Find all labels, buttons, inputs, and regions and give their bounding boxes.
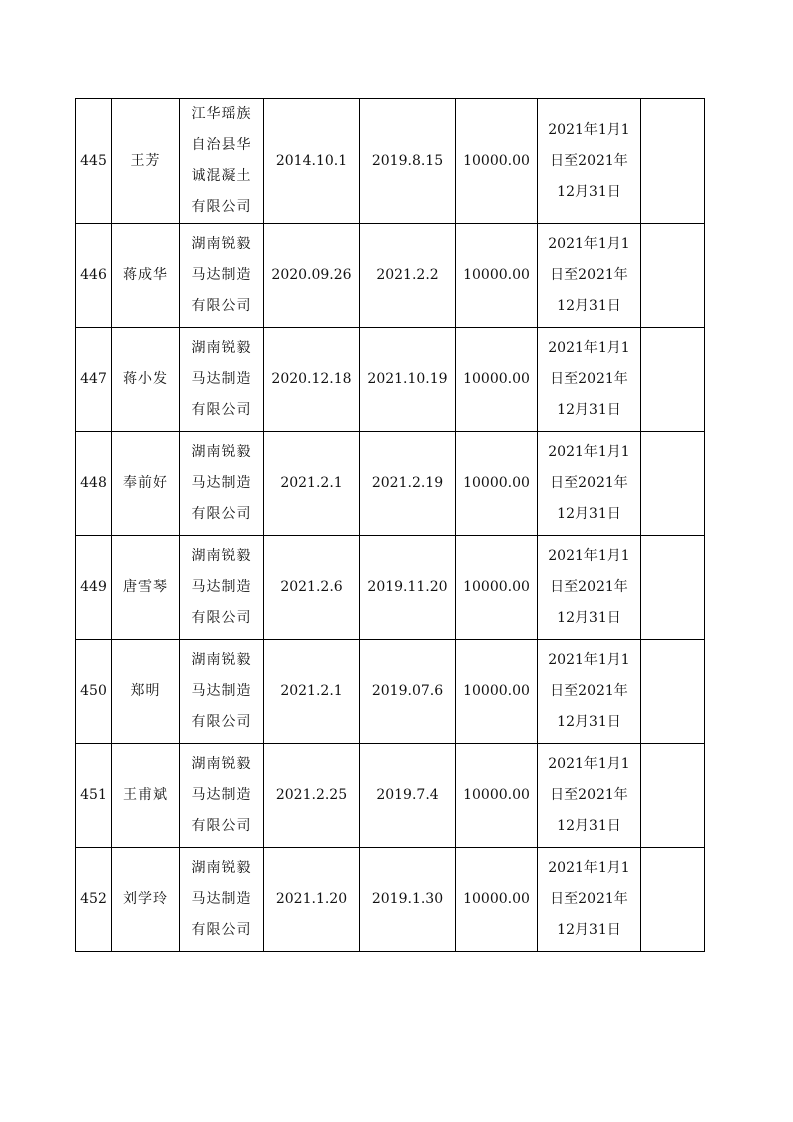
remark-cell xyxy=(641,99,705,224)
row-number-cell: 446 xyxy=(76,224,112,328)
period-cell xyxy=(538,848,641,952)
row-number-cell: 448 xyxy=(76,432,112,536)
period-cell xyxy=(538,99,641,224)
company-line: 有限公司 xyxy=(191,714,252,730)
row-number-cell: 450 xyxy=(76,640,112,744)
second-date-cell: 2019.07.6 xyxy=(360,640,456,744)
second-date-cell: 2019.7.4 xyxy=(360,744,456,848)
company-cell xyxy=(180,99,264,224)
period-line: 日至2021年 xyxy=(550,152,628,169)
remark-cell xyxy=(641,848,705,952)
period-line: 12月31日 xyxy=(557,298,621,314)
person-name-cell: 蒋小发 xyxy=(112,328,180,432)
company-line: 诚混凝土 xyxy=(191,168,252,184)
period-cell xyxy=(538,640,641,744)
amount-cell: 10000.00 xyxy=(456,640,538,744)
row-number-cell: 447 xyxy=(76,328,112,432)
start-date-cell: 2021.2.1 xyxy=(264,640,360,744)
company-cell xyxy=(180,536,264,640)
amount-cell: 10000.00 xyxy=(456,848,538,952)
amount-cell: 10000.00 xyxy=(456,328,538,432)
table-row xyxy=(76,432,705,536)
start-date-cell: 2021.2.25 xyxy=(264,744,360,848)
period-line: 2021年1月1 xyxy=(548,444,630,460)
table-body xyxy=(76,99,705,952)
subsidy-table xyxy=(75,98,705,952)
second-date-cell: 2021.2.2 xyxy=(360,224,456,328)
amount-cell: 10000.00 xyxy=(456,536,538,640)
company-line: 江华瑶族 xyxy=(191,106,252,122)
remark-cell xyxy=(641,328,705,432)
amount-cell: 10000.00 xyxy=(456,744,538,848)
company-line: 马达制造 xyxy=(191,579,252,595)
period-cell xyxy=(538,744,641,848)
person-name-cell: 蒋成华 xyxy=(112,224,180,328)
amount-cell: 10000.00 xyxy=(456,99,538,224)
company-cell xyxy=(180,224,264,328)
company-line: 马达制造 xyxy=(191,787,252,803)
person-name-cell: 王甫斌 xyxy=(112,744,180,848)
table-row xyxy=(76,848,705,952)
period-line: 2021年1月1 xyxy=(548,340,630,356)
period-cell xyxy=(538,536,641,640)
row-number-cell: 451 xyxy=(76,744,112,848)
company-line: 湖南锐毅 xyxy=(191,548,252,564)
period-line: 12月31日 xyxy=(557,610,621,626)
amount-cell: 10000.00 xyxy=(456,432,538,536)
company-cell xyxy=(180,640,264,744)
table-row xyxy=(76,536,705,640)
period-line: 2021年1月1 xyxy=(548,236,630,252)
second-date-cell: 2021.2.19 xyxy=(360,432,456,536)
company-line: 有限公司 xyxy=(191,199,252,215)
company-line: 有限公司 xyxy=(191,818,252,834)
second-date-cell: 2019.8.15 xyxy=(360,99,456,224)
company-line: 湖南锐毅 xyxy=(191,340,252,356)
period-line: 日至2021年 xyxy=(550,267,628,283)
person-name-cell: 王芳 xyxy=(112,99,180,224)
table-row xyxy=(76,640,705,744)
company-line: 有限公司 xyxy=(191,922,252,938)
period-line: 12月31日 xyxy=(557,922,621,938)
period-line: 12月31日 xyxy=(557,714,621,730)
company-line: 有限公司 xyxy=(191,506,252,522)
second-date-cell: 2019.11.20 xyxy=(360,536,456,640)
second-date-cell: 2021.10.19 xyxy=(360,328,456,432)
second-date-cell: 2019.1.30 xyxy=(360,848,456,952)
company-cell xyxy=(180,744,264,848)
start-date-cell: 2021.1.20 xyxy=(264,848,360,952)
company-line: 湖南锐毅 xyxy=(191,860,252,876)
remark-cell xyxy=(641,640,705,744)
period-line: 日至2021年 xyxy=(550,475,628,491)
period-line: 日至2021年 xyxy=(550,891,628,907)
period-line: 12月31日 xyxy=(557,183,621,200)
person-name-cell: 奉前好 xyxy=(112,432,180,536)
period-line: 2021年1月1 xyxy=(548,860,630,876)
row-number-cell: 452 xyxy=(76,848,112,952)
company-line: 马达制造 xyxy=(191,267,252,283)
period-line: 12月31日 xyxy=(557,506,621,522)
start-date-cell: 2020.09.26 xyxy=(264,224,360,328)
table-row xyxy=(76,99,705,224)
remark-cell xyxy=(641,432,705,536)
remark-cell xyxy=(641,536,705,640)
company-line: 有限公司 xyxy=(191,402,252,418)
period-line: 12月31日 xyxy=(557,818,621,834)
period-cell xyxy=(538,328,641,432)
amount-cell: 10000.00 xyxy=(456,224,538,328)
company-line: 自治县华 xyxy=(191,137,252,153)
start-date-cell: 2021.2.6 xyxy=(264,536,360,640)
start-date-cell: 2021.2.1 xyxy=(264,432,360,536)
period-line: 日至2021年 xyxy=(550,371,628,387)
period-line: 2021年1月1 xyxy=(548,121,630,138)
company-line: 有限公司 xyxy=(191,610,252,626)
person-name-cell: 唐雪琴 xyxy=(112,536,180,640)
period-cell xyxy=(538,432,641,536)
period-line: 日至2021年 xyxy=(550,579,628,595)
company-line: 马达制造 xyxy=(191,371,252,387)
period-line: 日至2021年 xyxy=(550,683,628,699)
row-number-cell: 449 xyxy=(76,536,112,640)
period-line: 日至2021年 xyxy=(550,787,628,803)
person-name-cell: 刘学玲 xyxy=(112,848,180,952)
remark-cell xyxy=(641,224,705,328)
company-cell xyxy=(180,328,264,432)
company-line: 湖南锐毅 xyxy=(191,444,252,460)
company-line: 湖南锐毅 xyxy=(191,236,252,252)
remark-cell xyxy=(641,744,705,848)
period-line: 2021年1月1 xyxy=(548,756,630,772)
start-date-cell: 2020.12.18 xyxy=(264,328,360,432)
person-name-cell: 郑明 xyxy=(112,640,180,744)
period-line: 2021年1月1 xyxy=(548,548,630,564)
table-row xyxy=(76,224,705,328)
company-line: 湖南锐毅 xyxy=(191,756,252,772)
company-cell xyxy=(180,432,264,536)
period-cell xyxy=(538,224,641,328)
company-line: 马达制造 xyxy=(191,683,252,699)
table-row xyxy=(76,328,705,432)
table-row xyxy=(76,744,705,848)
company-line: 有限公司 xyxy=(191,298,252,314)
company-cell xyxy=(180,848,264,952)
company-line: 马达制造 xyxy=(191,891,252,907)
company-line: 湖南锐毅 xyxy=(191,652,252,668)
row-number-cell: 445 xyxy=(76,99,112,224)
company-line: 马达制造 xyxy=(191,475,252,491)
start-date-cell: 2014.10.1 xyxy=(264,99,360,224)
period-line: 2021年1月1 xyxy=(548,652,630,668)
period-line: 12月31日 xyxy=(557,402,621,418)
